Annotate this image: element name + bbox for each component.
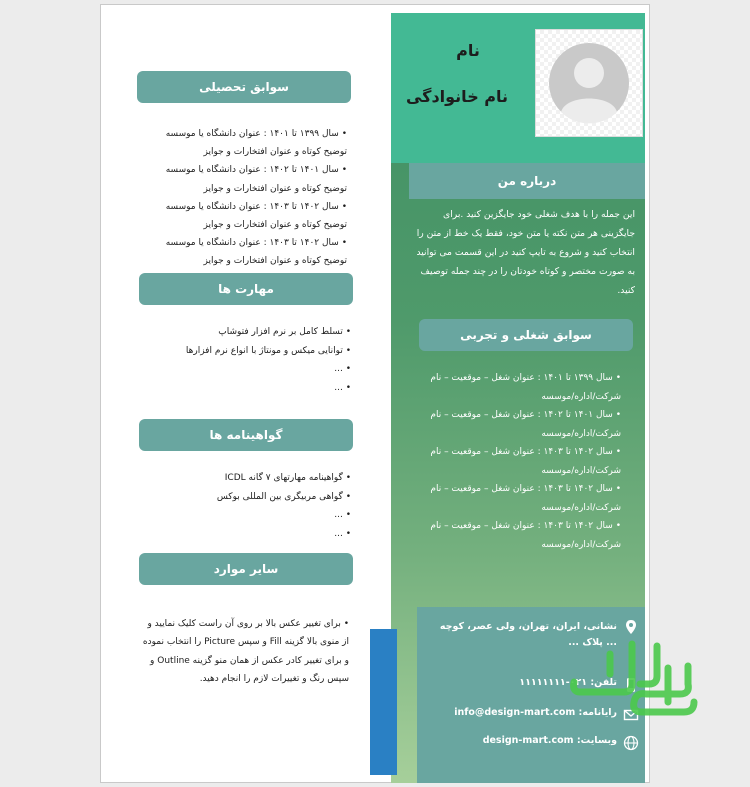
tarh-bazar-watermark-logo	[562, 632, 712, 722]
certificate-item[interactable]: • گواهی مربیگری بین المللی بوکس	[141, 488, 351, 507]
education-item[interactable]: • سال ۱۴۰۲ تا ۱۴۰۳ : عنوان دانشگاه یا موسسه توضیح کوتاه و عنوان افتخارات و جوایز	[141, 234, 347, 270]
certificate-item[interactable]: • ...	[141, 525, 351, 544]
globe-icon	[623, 735, 639, 751]
skill-item[interactable]: • توانایی میکس و مونتاژ با انواع نرم افزارها	[141, 342, 351, 361]
skill-item[interactable]: • ...	[141, 360, 351, 379]
certificates-heading: گواهینامه ها	[139, 419, 353, 451]
accent-strip	[370, 629, 397, 775]
work-item[interactable]: • سال ۱۴۰۲ تا ۱۴۰۳ : عنوان شغل – موقعیت – نام شرکت/اداره/موسسه	[421, 480, 621, 517]
education-list	[141, 125, 347, 271]
education-item[interactable]: • سال ۱۳۹۹ تا ۱۴۰۱ : عنوان دانشگاه یا موسسه توضیح کوتاه و عنوان افتخارات و جوایز	[141, 125, 347, 161]
about-heading: درباره من	[409, 163, 645, 199]
last-name[interactable]: نام خانوادگی	[405, 87, 509, 106]
work-item[interactable]: • سال ۱۴۰۱ تا ۱۴۰۲ : عنوان شغل – موقعیت – نام شرکت/اداره/موسسه	[421, 406, 621, 443]
user-avatar-icon	[536, 30, 642, 136]
email-text: رایانامه: info@design-mart.com	[454, 707, 617, 718]
first-name[interactable]: نام	[456, 41, 480, 60]
skill-item[interactable]: • تسلط کامل بر نرم افزار فتوشاپ	[141, 323, 351, 342]
header-block	[391, 13, 645, 163]
name-box	[391, 13, 523, 163]
education-item[interactable]: • سال ۱۴۰۲ تا ۱۴۰۳ : عنوان دانشگاه یا موسسه توضیح کوتاه و عنوان افتخارات و جوایز	[141, 198, 347, 234]
contact-website[interactable]	[429, 735, 639, 751]
education-heading: سوابق تحصیلی	[137, 71, 351, 103]
work-item[interactable]: • سال ۱۳۹۹ تا ۱۴۰۱ : عنوان شغل – موقعیت – نام شرکت/اداره/موسسه	[421, 369, 621, 406]
skill-item[interactable]: • ...	[141, 379, 351, 398]
certificate-item[interactable]: • ...	[141, 506, 351, 525]
certificate-item[interactable]: • گواهینامه مهارتهای ۷ گانه ICDL	[141, 469, 351, 488]
address-text: نشانی، ایران، تهران، ولی عصر، کوچه ... پلاک ...	[439, 621, 617, 648]
phone-text: تلفن: ۰۲۱-۱۱۱۱۱۱۱۱	[519, 677, 617, 688]
skills-heading: مهارت ها	[139, 273, 353, 305]
skills-list	[141, 323, 351, 397]
website-text: وبسایت: design-mart.com	[482, 735, 617, 746]
other-item[interactable]: • برای تغییر عکس بالا بر روی آن راست کلیک نمایید و از منوی بالا گزینه Fill و سپس Picture را انتخاب نموده و برای تغییر کادر عکس از همان منو گزینه Outline و سپس رنگ و تغییرات لازم را انجام دهید.	[141, 615, 349, 689]
about-text[interactable]: این جمله را با هدف شغلی خود جایگزین کنید .برای جایگزینی هر متن نکته یا متن خود، فقط یک خط از متن را انتخاب کنید و شروع به تایپ کنید در این قسمت می توانید به صورت مختصر و کوتاه خودتان را در چند جمله توصیف کنید.	[416, 209, 635, 296]
work-heading: سوابق شغلی و تجربی	[419, 319, 633, 351]
profile-photo[interactable]	[535, 29, 643, 137]
other-list	[141, 615, 349, 689]
certificates-list	[141, 469, 351, 543]
work-list	[421, 369, 621, 554]
education-item[interactable]: • سال ۱۴۰۱ تا ۱۴۰۲ : عنوان دانشگاه یا موسسه توضیح کوتاه و عنوان افتخارات و جوایز	[141, 161, 347, 197]
other-heading: سایر موارد	[139, 553, 353, 585]
work-item[interactable]: • سال ۱۴۰۲ تا ۱۴۰۳ : عنوان شغل – موقعیت – نام شرکت/اداره/موسسه	[421, 443, 621, 480]
work-item[interactable]: • سال ۱۴۰۲ تا ۱۴۰۳ : عنوان شغل – موقعیت – نام شرکت/اداره/موسسه	[421, 517, 621, 554]
